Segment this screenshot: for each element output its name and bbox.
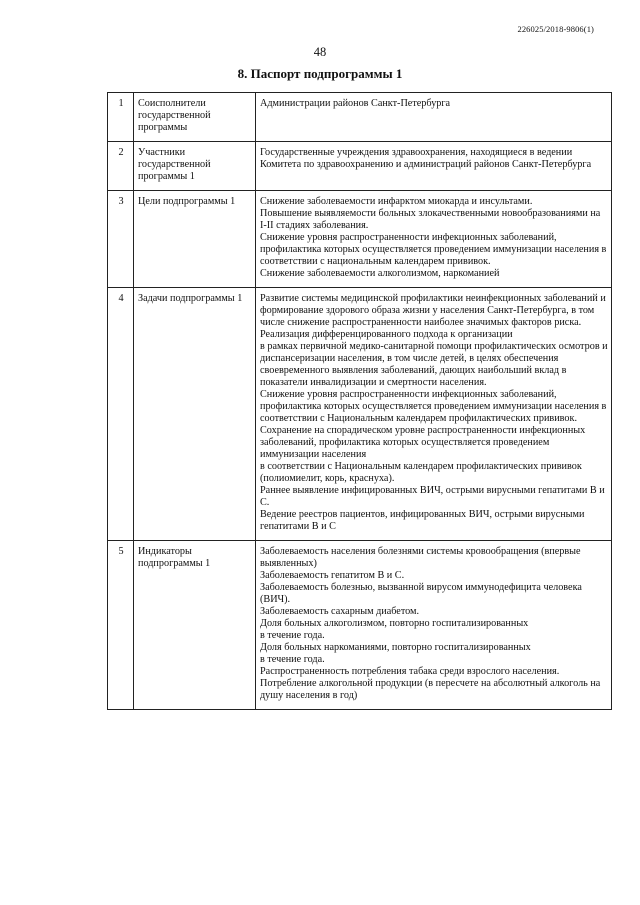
- table-row: [108, 288, 612, 541]
- row-content: [256, 142, 612, 191]
- content-line: Заболеваемость болезнью, вызванной вирусом иммунодефицита человека (ВИЧ).: [260, 582, 582, 605]
- row-number: 1: [108, 93, 134, 142]
- content-line: Потребление алкогольной продукции (в пересчете на абсолютный алкоголь на душу населения в год): [260, 678, 601, 701]
- table-row: [108, 541, 612, 710]
- content-line: в соответствии с Национальным календарем профилактических прививок (полиомиелит, корь, краснуха).: [260, 461, 582, 484]
- content-line: в рамках первичной медико-санитарной помощи профилактических осмотров и диспансеризации населения, в том числе детей, в целях обеспечения своевременного выявления заболеваний, дающих наибольший вклад в показатели инвалидизации и смертности населения.: [260, 341, 608, 388]
- content-line: Снижение уровня распространенности инфекционных заболеваний, профилактика которых осуществляется проведением иммунизации населения в соответствии с Национальным календарем профилактических прививок.: [260, 389, 607, 424]
- content-line: Доля больных наркоманиями, повторно госпитализированных: [260, 642, 531, 653]
- content-line: Администрации районов Санкт-Петербурга: [260, 98, 451, 109]
- content-line: Раннее выявление инфицированных ВИЧ, острыми вирусными гепатитами В и С.: [260, 485, 605, 508]
- content-line: Развитие системы медицинской профилактики неинфекционных заболеваний и формирование здорового образа жизни у населения Санкт-Петербурга, в том числе снижение распространенности наиболее значимых факторов риска.: [260, 293, 606, 328]
- content-line: Заболеваемость сахарным диабетом.: [260, 606, 420, 617]
- row-label: Участники государственной программы 1: [134, 142, 256, 191]
- table-row: [108, 142, 612, 191]
- row-number: 2: [108, 142, 134, 191]
- content-line: Снижение заболеваемости алкоголизмом, наркоманией: [260, 268, 500, 279]
- content-line: Заболеваемость гепатитом В и С.: [260, 570, 405, 581]
- content-line: Повышение выявляемости больных злокачественными новообразованиями на I-II стадиях заболевания.: [260, 208, 601, 231]
- row-content: [256, 541, 612, 710]
- document-code: 226025/2018-9806(1): [517, 24, 594, 34]
- content-line: Снижение уровня распространенности инфекционных заболеваний, профилактика которых осуществляется проведением иммунизации населения в соответствии с национальным календарем прививок.: [260, 232, 607, 267]
- passport-table-body: [108, 93, 612, 710]
- content-line: Снижение заболеваемости инфарктом миокарда и инсультами.: [260, 196, 533, 207]
- table-row: [108, 93, 612, 142]
- spacer: [260, 110, 608, 134]
- content-line: Государственные учреждения здравоохранения, находящиеся в ведении Комитета по здравоохранению и администраций районов Санкт-Петербурга: [260, 147, 592, 170]
- content-line: Распространенность потребления табака среди взрослого населения.: [260, 666, 560, 677]
- row-number: 3: [108, 191, 134, 288]
- row-number: 5: [108, 541, 134, 710]
- content-line: Реализация дифференцированного подхода к организации: [260, 329, 513, 340]
- row-label: Цели подпрограммы 1: [134, 191, 256, 288]
- content-line: Ведение реестров пациентов, инфицированных ВИЧ, острыми вирусными гепатитами В и С: [260, 509, 585, 532]
- row-content: [256, 288, 612, 541]
- row-content: [256, 93, 612, 142]
- row-label: Индикаторы подпрограммы 1: [134, 541, 256, 710]
- table-row: [108, 191, 612, 288]
- row-content: [256, 191, 612, 288]
- content-line: Сохранение на спорадическом уровне распространенности инфекционных заболеваний, профилактика которых осуществляется проведением иммунизации населения: [260, 425, 586, 460]
- row-number: 4: [108, 288, 134, 541]
- content-line: в течение года.: [260, 630, 325, 641]
- row-label: Соисполнители государственной программы: [134, 93, 256, 142]
- row-label: Задачи подпрограммы 1: [134, 288, 256, 541]
- page-title: 8. Паспорт подпрограммы 1: [237, 66, 403, 81]
- content-line: Доля больных алкоголизмом, повторно госпитализированных: [260, 618, 529, 629]
- passport-table: [107, 92, 612, 710]
- page-number: 48: [313, 45, 327, 59]
- content-line: Заболеваемость населения болезнями системы кровообращения (впервые выявленных): [260, 546, 581, 569]
- content-line: в течение года.: [260, 654, 325, 665]
